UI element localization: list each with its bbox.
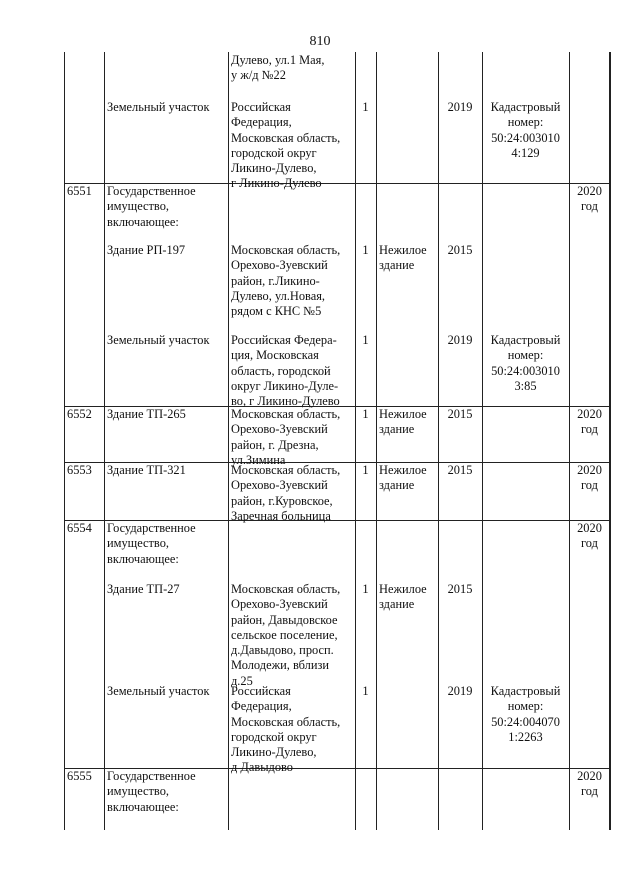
term-cell-line: 2020 (577, 407, 602, 421)
item-address-line: область, городской (231, 363, 331, 378)
row-number-line: 6552 (67, 407, 92, 421)
term-cell-line: 2020 (577, 463, 602, 477)
table-rule (355, 52, 356, 830)
item-address (231, 684, 352, 776)
item-year-line: 2015 (447, 243, 473, 257)
item-cadastral-line: Кадастровый (490, 100, 561, 114)
item-address-line: Орехово-Зуевский (231, 422, 328, 437)
table-rule (610, 52, 611, 830)
item-type-line: здание (379, 597, 415, 612)
item-year (441, 463, 479, 478)
item-type-line: Нежилое (379, 243, 427, 257)
item-quantity-line: 1 (362, 684, 369, 698)
item-year (441, 582, 479, 597)
item-quantity (358, 684, 373, 699)
item-name (107, 769, 225, 815)
item-name-line: включающее: (107, 214, 179, 229)
item-address-line: Федерация, (231, 115, 292, 130)
table-rule (228, 52, 229, 830)
item-year (441, 333, 479, 348)
item-address-line: во, г Ликино-Дулево (231, 394, 340, 409)
item-cadastral (485, 684, 566, 745)
item-quantity (358, 463, 373, 478)
term-cell-line: год (581, 478, 598, 493)
row-number (67, 407, 101, 422)
item-address-line: д Давыдово (231, 760, 293, 775)
table-rule (569, 52, 570, 830)
table-rule (376, 52, 377, 830)
item-cadastral-line: Кадастровый (490, 684, 561, 698)
item-address (231, 100, 352, 192)
item-name (107, 333, 225, 348)
item-name-line: Государственное (107, 521, 196, 535)
item-quantity (358, 100, 373, 115)
item-type (379, 407, 435, 438)
item-year (441, 407, 479, 422)
term-cell (572, 769, 607, 800)
item-cadastral-line: номер: (507, 699, 544, 714)
item-cadastral-line: 50:24:003010 (491, 130, 560, 145)
item-cadastral-line: номер: (507, 348, 544, 363)
item-cadastral (485, 100, 566, 161)
item-year-line: 2019 (447, 333, 473, 347)
item-address (231, 582, 352, 689)
term-cell-line: 2020 (577, 184, 602, 198)
item-name (107, 582, 225, 597)
item-name-line: Земельный участок (107, 333, 210, 347)
item-cadastral-line: 1:2263 (508, 729, 543, 744)
item-address (231, 333, 352, 409)
item-address-line: район, г. Дрезна, (231, 437, 319, 452)
item-address-line: Орехово-Зуевский (231, 258, 328, 273)
item-address-line: Московская область, (231, 130, 341, 145)
row-number (67, 463, 101, 478)
item-address-line: Московская область, (231, 463, 341, 477)
term-cell (572, 184, 607, 215)
row-number-line: 6555 (67, 769, 92, 783)
item-name (107, 184, 225, 230)
item-name-line: включающее: (107, 799, 179, 814)
item-name-line: Здание РП-197 (107, 243, 186, 257)
item-quantity (358, 407, 373, 422)
item-name-line: Здание ТП-265 (107, 407, 186, 421)
item-name-line: Земельный участок (107, 684, 210, 698)
row-number-line: 6554 (67, 521, 92, 535)
item-address-line: район, Давыдовское (231, 612, 338, 627)
item-address-line: городской округ (231, 145, 317, 160)
item-address-line: Федерация, (231, 699, 292, 714)
item-type-line: Нежилое (379, 463, 427, 477)
item-quantity (358, 243, 373, 258)
item-address-line: г Ликино-Дулево (231, 176, 322, 191)
row-number (67, 521, 101, 536)
item-address-line: д.Давыдово, просп. (231, 643, 334, 658)
term-cell (572, 407, 607, 438)
item-quantity (358, 333, 373, 348)
item-year-line: 2019 (447, 684, 473, 698)
item-type-line: здание (379, 478, 415, 493)
term-cell-line: 2020 (577, 769, 602, 783)
table-rule (64, 52, 65, 830)
item-address-line: район, г.Куровское, (231, 493, 333, 508)
item-quantity-line: 1 (362, 463, 369, 477)
item-name (107, 407, 225, 422)
term-cell-line: год (581, 536, 598, 551)
item-name (107, 521, 225, 567)
item-address-line: Орехово-Зуевский (231, 597, 328, 612)
item-type-line: Нежилое (379, 407, 427, 421)
item-quantity-line: 1 (362, 243, 369, 257)
term-cell-line: 2020 (577, 521, 602, 535)
item-quantity-line: 1 (362, 582, 369, 596)
item-name-line: Здание ТП-321 (107, 463, 186, 477)
item-year-line: 2015 (447, 407, 473, 421)
item-address-line: рядом с КНС №5 (231, 304, 322, 319)
item-cadastral-line: Кадастровый (490, 333, 561, 347)
item-cadastral-line: 4:129 (511, 145, 540, 160)
item-name-line: имущество, (107, 536, 169, 551)
item-year (441, 100, 479, 115)
item-address-line: городской округ (231, 729, 317, 744)
item-type-line: здание (379, 258, 415, 273)
item-year (441, 684, 479, 699)
item-type (379, 463, 435, 494)
item-address (231, 243, 352, 319)
item-address-line: ция, Московская (231, 348, 319, 363)
item-name-line: Здание ТП-27 (107, 582, 180, 596)
table-rule (482, 52, 483, 830)
item-type (379, 243, 435, 274)
item-address-line: Российская (231, 684, 291, 698)
item-year-line: 2015 (447, 582, 473, 596)
item-name-line: имущество, (107, 199, 169, 214)
table-rule (104, 52, 105, 830)
table-rule (438, 52, 439, 830)
item-address-line: Московская область, (231, 243, 341, 257)
item-quantity-line: 1 (362, 333, 369, 347)
item-year (441, 243, 479, 258)
item-address (231, 53, 352, 84)
item-name (107, 684, 225, 699)
item-type-line: здание (379, 422, 415, 437)
term-cell-line: год (581, 199, 598, 214)
item-address (231, 463, 352, 524)
page-number: 810 (309, 34, 331, 49)
item-name (107, 463, 225, 478)
item-name (107, 100, 225, 115)
item-cadastral-line: номер: (507, 115, 544, 130)
item-type (379, 582, 435, 613)
item-address (231, 407, 352, 468)
row-number-line: 6551 (67, 184, 92, 198)
item-address-line: Молодежи, вблизи (231, 658, 329, 673)
item-name (107, 243, 225, 258)
item-name-line: Земельный участок (107, 100, 210, 114)
property-table (64, 52, 610, 830)
item-address-line: Московская область, (231, 582, 341, 596)
item-address-line: Российская (231, 100, 291, 114)
item-cadastral (485, 333, 566, 394)
item-address-line: Дулево, ул.Новая, (231, 288, 325, 303)
item-address-line: Ликино-Дулево, (231, 161, 317, 176)
item-cadastral-line: 50:24:003010 (491, 363, 560, 378)
item-name-line: Государственное (107, 184, 196, 198)
term-cell-line: год (581, 784, 598, 799)
term-cell-line: год (581, 422, 598, 437)
item-address-line: округ Ликино-Дуле- (231, 378, 339, 393)
item-quantity-line: 1 (362, 407, 369, 421)
item-year-line: 2019 (447, 100, 473, 114)
item-quantity-line: 1 (362, 100, 369, 114)
row-number-line: 6553 (67, 463, 92, 477)
item-address-line: Ликино-Дулево, (231, 745, 317, 760)
item-address-line: Московская область, (231, 407, 341, 421)
item-address-line: район, г.Ликино- (231, 273, 320, 288)
item-type-line: Нежилое (379, 582, 427, 596)
row-number (67, 769, 101, 784)
item-address-line: Заречная больница (231, 508, 331, 523)
item-name-line: имущество, (107, 784, 169, 799)
term-cell (572, 463, 607, 494)
table-rule (609, 52, 610, 830)
item-quantity (358, 582, 373, 597)
item-cadastral-line: 3:85 (514, 378, 537, 393)
item-address-line: Российская Федера- (231, 333, 337, 347)
item-address-line: Орехово-Зуевский (231, 478, 328, 493)
row-number (67, 184, 101, 199)
term-cell (572, 521, 607, 552)
item-address-line: сельское поселение, (231, 627, 338, 642)
item-address-line: Дулево, ул.1 Мая, (231, 53, 325, 67)
item-name-line: включающее: (107, 551, 179, 566)
item-address-line: д.25 (231, 673, 253, 688)
item-cadastral-line: 50:24:004070 (491, 714, 560, 729)
item-name-line: Государственное (107, 769, 196, 783)
item-year-line: 2015 (447, 463, 473, 477)
item-address-line: ул.Зимина (231, 452, 286, 467)
item-address-line: Московская область, (231, 714, 341, 729)
item-address-line: у ж/д №22 (231, 68, 286, 83)
